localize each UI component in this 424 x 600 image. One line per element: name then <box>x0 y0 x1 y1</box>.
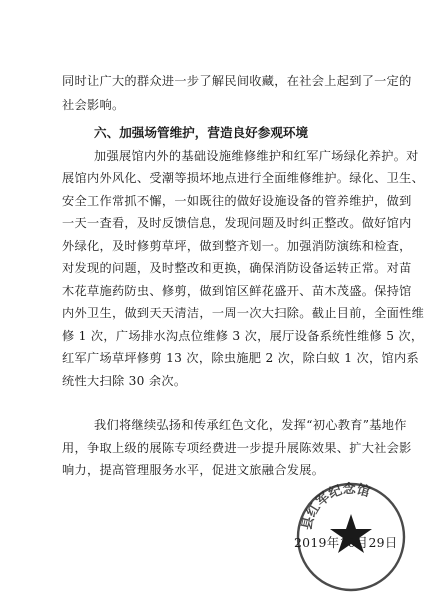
closing-line: 响力，提高管理服务水平，促进文旅融合发展。 <box>62 463 325 477</box>
body-line: 外绿化，及时修剪草坪，做到整齐划一。加强消防演练和检査， <box>62 239 412 253</box>
body-line: 红军广场草坪修剪 13 次，除虫施肥 2 次，除白蚁 1 次，馆内系 <box>62 351 419 365</box>
body-line: 内外卫生，做到天天清洁，一周一次大扫除。截止目前，全面性维 <box>62 306 424 320</box>
intro-line-1: 同时让广大的群众进一步了解民间收藏，在社会上起到了一定的 <box>62 74 412 88</box>
section-heading: 六、加强场管维护，营造良好参观环境 <box>94 125 309 140</box>
body-line: 对发现的问题，及时整改和更换，确保消防设备运转正常。对苗 <box>62 261 412 275</box>
body-line: 木花草施药防虫、修剪，做到馆区鲜花盛开、苗木茂盛。保持馆 <box>62 284 412 298</box>
body-line: 一天一査看，及时反馈信息，发现问题及时纠正整改。做好馆内 <box>62 216 412 230</box>
body-line: 统性大扫除 30 余次。 <box>62 374 187 388</box>
body-line: 修 1 次，广场排水沟点位维修 3 次，展厅设备系统性维修 5 次， <box>62 329 424 343</box>
body-line: 安全工作常抓不懈，一如既往的做好设施设备的管养维护，做到 <box>62 194 412 208</box>
closing-line: 我们将继续弘扬和传承红色文化，发挥“初心教育”基地作 <box>94 418 407 432</box>
svg-text:县红军纪念馆 <box>300 481 372 532</box>
intro-line-2: 社会影响。 <box>62 98 125 112</box>
body-line: 加强展馆内外的基础设施维修维护和红军广场绿化养护。对 <box>94 149 419 163</box>
signature-date: 2019年10月29日 <box>294 535 398 550</box>
body-line: 展馆内外风化、受潮等损坏地点进行全面维修维护。绿化、卫生、 <box>62 171 424 185</box>
closing-line: 用，争取上级的展陈专项经费进一步提升展陈效果、扩大社会影 <box>62 441 412 455</box>
seal-text: 县红军纪念馆 <box>299 481 372 532</box>
